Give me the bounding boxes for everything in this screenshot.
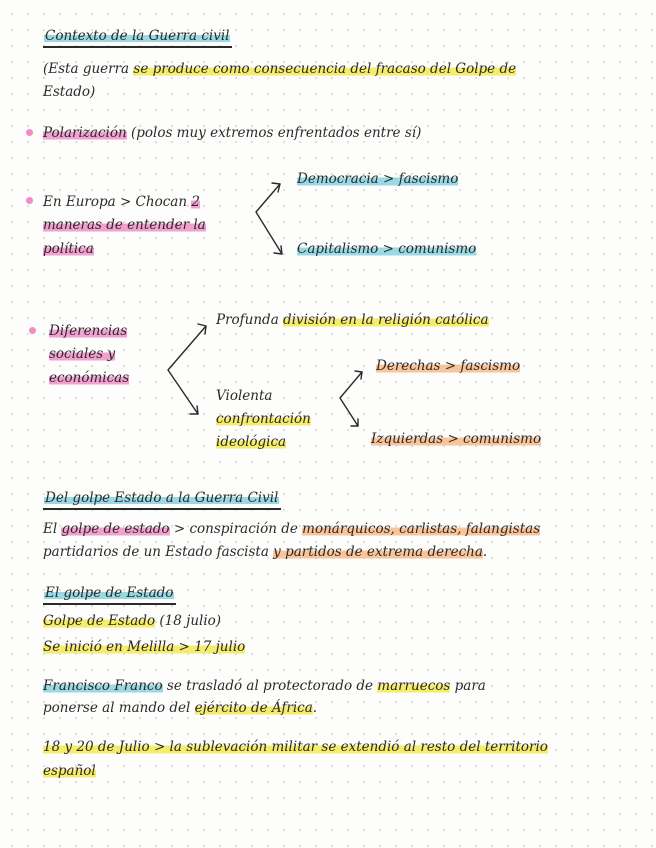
europa-line-3: política [43,241,94,257]
franco-line-1: Francisco Franco se trasladó al protectorado de marruecos para [43,678,486,694]
bullet-polarizacion [26,129,33,136]
europa-branch-bottom: Capitalismo > comunismo [297,241,477,257]
branch-arrow-europa [248,176,308,276]
julio-line-2: español [43,763,96,779]
diferencias-line-1: Diferencias [49,323,128,339]
intro-highlight: se produce como consecuencia del fracaso del Golpe de [133,61,517,77]
section-title-contexto-text: Contexto de la Guerra civil [45,28,230,44]
europa-line-2: maneras de entender la [43,217,206,233]
section-title-golpe-estado [43,583,176,605]
polarizacion-line: Polarización (polos muy extremos enfrentados entre sí) [43,125,422,141]
franco-line-2: ponerse al mando del ejército de África. [43,700,318,716]
section-title-golpe-guerra [43,488,281,510]
julio-line-1: 18 y 20 de Julio > la sublevación militar se extendió al resto del territorio [43,739,548,755]
ideologica-sub-top: Derechas > fascismo [376,358,521,374]
golpe-estado-line-2: Se inició en Melilla > 17 julio [43,639,246,655]
branch-arrow-diferencias [162,318,222,418]
branch-arrow-ideologica [336,368,376,438]
golpe-guerra-line-2: partidarios de un Estado fascista y partidos de extrema derecha. [43,544,488,560]
europa-line-1: En Europa > Chocan 2 [43,194,200,210]
ideologica-sub-bottom: Izquierdas > comunismo [371,431,542,447]
golpe-guerra-line-1: El golpe de estado > conspiración de monárquicos, carlistas, falangistas [43,521,541,537]
diferencias-line-3: económicas [49,370,130,386]
diferencias-line-2: sociales y [49,346,116,362]
intro-line-1: (Esta guerra se produce como consecuencia del fracaso del Golpe de [43,61,517,77]
diferencias-branch-2-line-2: confrontación [216,411,311,427]
diferencias-branch-1: Profunda división en la religión católica [216,312,489,328]
diferencias-branch-2-line-3: ideológica [216,434,287,450]
intro-line-2: Estado) [43,84,96,100]
polarizacion-term: Polarización [43,125,127,141]
bullet-diferencias [29,327,36,334]
diferencias-branch-2-line-1: Violenta [216,388,273,404]
bullet-europa [26,197,33,204]
golpe-estado-line-1: Golpe de Estado (18 julio) [43,613,222,629]
section-title-golpe-estado-text: El golpe de Estado [45,585,174,601]
section-title-contexto [43,26,232,48]
section-title-golpe-guerra-text: Del golpe Estado a la Guerra Civil [45,490,279,506]
europa-branch-top: Democracia > fascismo [297,171,459,187]
